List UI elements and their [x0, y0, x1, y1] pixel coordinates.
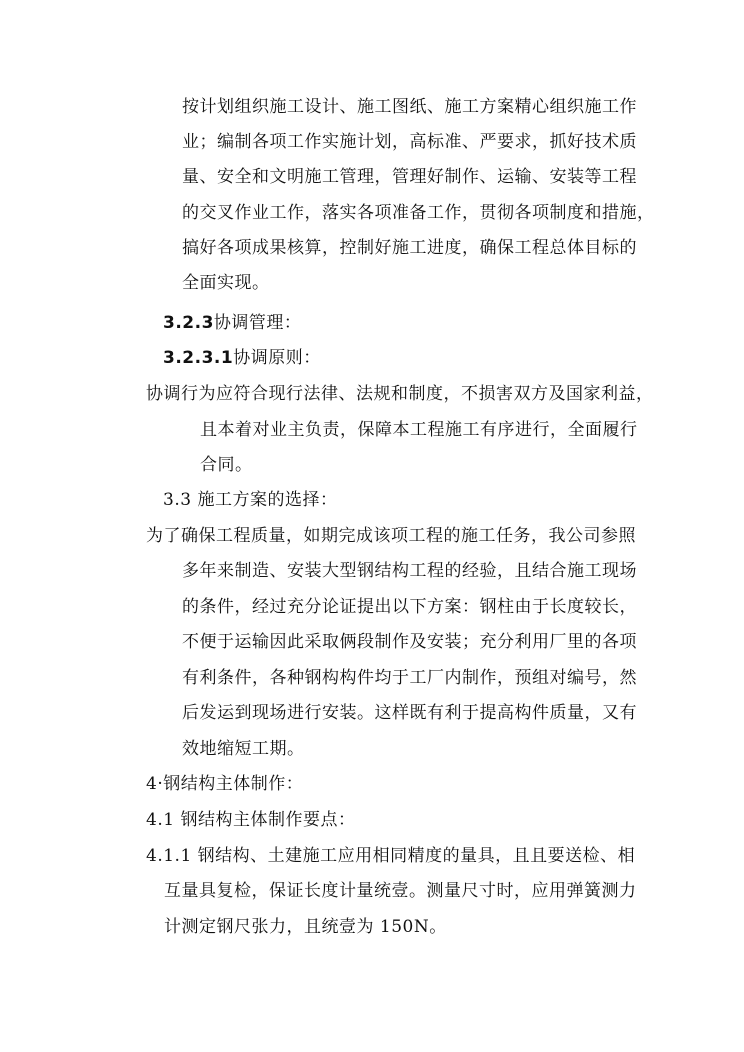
section-title: 协调管理：: [213, 313, 302, 333]
paragraph-line: 后发运到现场进行安装。这样既有利于提高构件质量，又有: [182, 703, 637, 723]
paragraph-line: 效地缩短工期。: [182, 739, 305, 759]
section-number: 3.2.3: [163, 313, 214, 333]
paragraph-line: 按计划组织施工设计、施工图纸、施工方案精心组织施工作: [182, 97, 637, 117]
paragraph-line: 不便于运输因此采取俩段制作及安装；充分利用厂里的各项: [182, 632, 637, 652]
paragraph-line: 为了确保工程质量，如期完成该项工程的施工任务，我公司参照: [146, 526, 636, 546]
paragraph-line: 互量具复检，保证长度计量统壹。测量尺寸时，应用弹簧测力: [164, 881, 637, 901]
paragraph-line: 协调行为应符合现行法律、法规和制度，不损害双方及国家利益，: [146, 384, 654, 404]
section-heading-3-3: 3.3 施工方案的选择：: [163, 490, 338, 510]
section-heading-3-2-3: [163, 312, 301, 334]
paragraph-line: 的条件，经过充分论证提出以下方案：钢柱由于长度较长，: [182, 597, 637, 617]
paragraph-line: 全面实现。: [182, 273, 270, 293]
paragraph-line: 且本着对业主负责，保障本工程施工有序进行，全面履行: [200, 420, 638, 440]
section-heading-4: 4·钢结构主体制作：: [146, 774, 304, 794]
section-number: 3.2.3.1: [163, 348, 234, 368]
paragraph-line: 计测定钢尺张力，且统壹为 150N。: [164, 917, 447, 937]
paragraph-line: 业；编制各项工作实施计划，高标准、严要求，抓好技术质: [182, 132, 637, 152]
paragraph-line: 的交叉作业工作，落实各项准备工作，贯彻各项制度和措施，: [182, 203, 655, 223]
paragraph-line: 多年来制造、安装大型钢结构工程的经验，且结合施工现场: [182, 561, 637, 581]
paragraph-line: 量、安全和文明施工管理，管理好制作、运输、安装等工程: [182, 167, 637, 187]
paragraph-line: 有利条件，各种钢构构件均于工厂内制作，预组对编号，然: [182, 668, 637, 688]
section-title: 协调原则：: [233, 348, 321, 368]
paragraph-line: 搞好各项成果核算，控制好施工进度，确保工程总体目标的: [182, 238, 637, 258]
section-heading-3-2-3-1: [163, 347, 321, 369]
section-heading-4-1: 4.1 钢结构主体制作要点：: [146, 810, 356, 830]
paragraph-line: 合同。: [200, 455, 253, 475]
paragraph-line: 4.1.1 钢结构、土建施工应用相同精度的量具，且且要送检、相: [146, 846, 636, 866]
